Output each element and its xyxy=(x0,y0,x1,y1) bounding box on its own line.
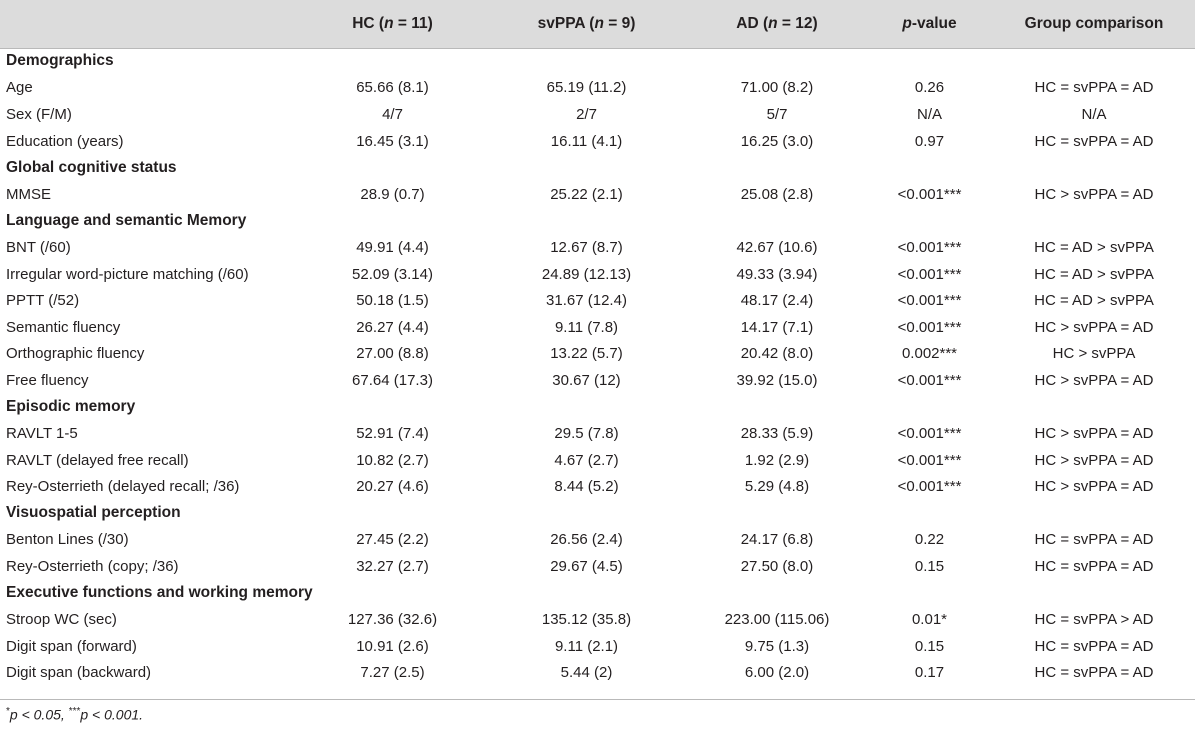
cell-ad: 14.17 (7.1) xyxy=(740,318,814,336)
section-heading: Language and semantic Memory xyxy=(6,211,247,229)
cell-hc: 10.91 (2.6) xyxy=(356,637,429,655)
table-row xyxy=(0,420,1195,447)
table-row xyxy=(0,341,1195,368)
cell-ad: 16.25 (3.0) xyxy=(740,132,814,150)
table-row xyxy=(0,234,1195,261)
table-row xyxy=(0,367,1195,394)
cell-ad: 1.92 (2.9) xyxy=(744,451,810,469)
cell-hc: 27.00 (8.8) xyxy=(356,345,429,363)
table-row xyxy=(0,633,1195,660)
header-svppa: svPPA (n = 9) xyxy=(537,15,636,32)
cell-group-comparison: HC > svPPA xyxy=(1052,345,1136,363)
row-label: Age xyxy=(6,79,33,97)
cell-group-comparison: HC = svPPA = AD xyxy=(1034,637,1154,655)
cell-ad: 27.50 (8.0) xyxy=(740,558,814,576)
cell-group-comparison: HC > svPPA = AD xyxy=(1034,371,1154,389)
cell-ad: 5.29 (4.8) xyxy=(744,478,810,496)
section-heading: Episodic memory xyxy=(6,398,136,416)
section-row xyxy=(0,580,1195,607)
cell-group-comparison: HC = svPPA = AD xyxy=(1034,79,1154,97)
cell-hc: 49.91 (4.4) xyxy=(356,238,429,256)
cell-hc: 52.91 (7.4) xyxy=(356,425,429,443)
cell-group-comparison: HC = AD > svPPA xyxy=(1034,265,1154,283)
cell-p-value: <0.001*** xyxy=(897,292,962,310)
section-heading: Visuospatial perception xyxy=(6,504,181,522)
row-label: Rey-Osterrieth (delayed recall; /36) xyxy=(6,478,240,496)
cell-hc: 20.27 (4.6) xyxy=(356,478,429,496)
cell-group-comparison: HC > svPPA = AD xyxy=(1034,185,1154,203)
section-heading: Executive functions and working memory xyxy=(6,584,313,602)
cell-group-comparison: HC = svPPA = AD xyxy=(1034,558,1154,576)
cell-hc: 65.66 (8.1) xyxy=(356,79,429,97)
cell-p-value: 0.01* xyxy=(911,611,948,629)
cell-group-comparison: HC > svPPA = AD xyxy=(1034,478,1154,496)
cell-p-value: <0.001*** xyxy=(897,478,962,496)
row-label: Irregular word-picture matching (/60) xyxy=(6,265,249,283)
cell-p-value: <0.001*** xyxy=(897,238,962,256)
cell-p-value: <0.001*** xyxy=(897,425,962,443)
cell-group-comparison: HC = svPPA = AD xyxy=(1034,664,1154,682)
cell-group-comparison: HC > svPPA = AD xyxy=(1034,425,1154,443)
section-row xyxy=(0,154,1195,181)
cell-p-value: <0.001*** xyxy=(897,318,962,336)
cell-hc: 67.64 (17.3) xyxy=(352,371,433,389)
cell-group-comparison: HC = svPPA = AD xyxy=(1034,132,1154,150)
cell-hc: 7.27 (2.5) xyxy=(360,664,425,682)
section-heading: Global cognitive status xyxy=(6,158,177,176)
cell-hc: 16.45 (3.1) xyxy=(356,132,429,150)
table-row xyxy=(0,101,1195,128)
footnote xyxy=(6,706,143,723)
section-row xyxy=(0,48,1195,75)
cell-ad: 28.33 (5.9) xyxy=(740,425,814,443)
table-row xyxy=(0,474,1195,501)
row-label: Education (years) xyxy=(6,132,124,150)
cell-p-value: 0.002*** xyxy=(901,345,958,363)
cell-p-value: 0.26 xyxy=(914,79,945,97)
header-hc: HC (n = 11) xyxy=(352,15,433,32)
row-label: Benton Lines (/30) xyxy=(6,531,129,549)
cell-p-value: 0.17 xyxy=(914,664,945,682)
cell-ad: 6.00 (2.0) xyxy=(744,664,810,682)
row-label: Digit span (backward) xyxy=(6,664,152,682)
header-group-comparison: Group comparison xyxy=(1024,15,1164,32)
cell-ad: 42.67 (10.6) xyxy=(736,238,818,256)
cell-svppa: 135.12 (35.8) xyxy=(541,611,632,629)
cell-svppa: 30.67 (12) xyxy=(552,371,621,389)
table-row xyxy=(0,128,1195,155)
cell-hc: 27.45 (2.2) xyxy=(356,531,429,549)
cell-p-value: <0.001*** xyxy=(897,451,962,469)
table-row xyxy=(0,261,1195,288)
cell-ad: 39.92 (15.0) xyxy=(736,371,818,389)
row-label: Sex (F/M) xyxy=(6,105,72,123)
row-label: RAVLT (delayed free recall) xyxy=(6,451,189,469)
table-row xyxy=(0,553,1195,580)
cell-p-value: <0.001*** xyxy=(897,185,962,203)
cell-hc: 127.36 (32.6) xyxy=(347,611,438,629)
row-label: PPTT (/52) xyxy=(6,292,80,310)
cell-svppa: 12.67 (8.7) xyxy=(550,238,623,256)
cell-p-value: <0.001*** xyxy=(897,371,962,389)
header-label-column xyxy=(0,0,300,48)
cell-p-value: 0.15 xyxy=(914,558,945,576)
cell-svppa: 13.22 (5.7) xyxy=(550,345,623,363)
cell-svppa: 4.67 (2.7) xyxy=(554,451,619,469)
cell-hc: 10.82 (2.7) xyxy=(356,451,429,469)
cell-group-comparison: HC > svPPA = AD xyxy=(1034,451,1154,469)
cell-ad: 48.17 (2.4) xyxy=(740,292,814,310)
cell-hc: 4/7 xyxy=(382,105,403,123)
cell-ad: 20.42 (8.0) xyxy=(740,345,814,363)
cell-hc: 32.27 (2.7) xyxy=(356,558,429,576)
section-heading: Demographics xyxy=(6,52,114,70)
cell-svppa: 24.89 (12.13) xyxy=(541,265,632,283)
cell-svppa: 65.19 (11.2) xyxy=(546,79,627,97)
cell-group-comparison: HC = svPPA > AD xyxy=(1034,611,1154,629)
cell-svppa: 9.11 (2.1) xyxy=(554,637,619,655)
cell-svppa: 8.44 (5.2) xyxy=(554,478,619,496)
cell-group-comparison: HC = AD > svPPA xyxy=(1034,292,1154,310)
cell-ad: 25.08 (2.8) xyxy=(740,185,814,203)
cell-svppa: 26.56 (2.4) xyxy=(550,531,623,549)
cell-hc: 26.27 (4.4) xyxy=(356,318,429,336)
header-p-value: p-value xyxy=(902,15,957,32)
cell-p-value: N/A xyxy=(916,105,942,123)
cell-svppa: 31.67 (12.4) xyxy=(546,292,627,310)
cell-p-value: 0.15 xyxy=(914,637,945,655)
table-row xyxy=(0,606,1195,633)
cell-p-value: 0.22 xyxy=(914,531,945,549)
cell-ad: 223.00 (115.06) xyxy=(724,611,830,629)
cell-ad: 9.75 (1.3) xyxy=(744,637,810,655)
cell-group-comparison: HC = AD > svPPA xyxy=(1034,238,1154,256)
cell-svppa: 29.67 (4.5) xyxy=(550,558,623,576)
cell-svppa: 16.11 (4.1) xyxy=(550,132,623,150)
row-label: MMSE xyxy=(6,185,51,203)
row-label: Free fluency xyxy=(6,371,89,389)
table-row xyxy=(0,75,1195,102)
table-row xyxy=(0,660,1195,687)
cell-group-comparison: HC > svPPA = AD xyxy=(1034,318,1154,336)
bottom-rule xyxy=(0,699,1195,700)
cell-group-comparison: N/A xyxy=(1081,105,1107,123)
row-label: Orthographic fluency xyxy=(6,345,145,363)
table-row xyxy=(0,527,1195,554)
cell-hc: 52.09 (3.14) xyxy=(352,265,433,283)
footnote-text-2: p < 0.001. xyxy=(80,706,144,723)
cell-svppa: 5.44 (2) xyxy=(560,664,613,682)
section-row xyxy=(0,500,1195,527)
cell-ad: 71.00 (8.2) xyxy=(740,79,814,97)
cell-svppa: 25.22 (2.1) xyxy=(550,185,623,203)
cell-ad: 49.33 (3.94) xyxy=(736,265,818,283)
row-label: Digit span (forward) xyxy=(6,637,137,655)
table-row xyxy=(0,287,1195,314)
table-row xyxy=(0,447,1195,474)
cell-ad: 24.17 (6.8) xyxy=(740,531,814,549)
table-row xyxy=(0,181,1195,208)
cell-svppa: 9.11 (7.8) xyxy=(554,318,619,336)
footnote-star-single: * xyxy=(6,706,10,717)
table-row xyxy=(0,314,1195,341)
cell-svppa: 29.5 (7.8) xyxy=(554,425,619,443)
cell-group-comparison: HC = svPPA = AD xyxy=(1034,531,1154,549)
section-row xyxy=(0,394,1195,421)
table-body xyxy=(0,48,1195,686)
row-label: RAVLT 1-5 xyxy=(6,425,78,443)
header-ad: AD (n = 12) xyxy=(736,15,818,32)
row-label: Semantic fluency xyxy=(6,318,121,336)
row-label: Rey-Osterrieth (copy; /36) xyxy=(6,558,179,576)
footnote-text-1: p < 0.05, xyxy=(9,706,69,723)
row-label: BNT (/60) xyxy=(6,238,71,256)
cell-ad: 5/7 xyxy=(766,105,788,123)
header-row xyxy=(0,0,1195,48)
cell-hc: 28.9 (0.7) xyxy=(360,185,425,203)
row-label: Stroop WC (sec) xyxy=(6,611,117,629)
footnote-star-triple: *** xyxy=(68,706,81,717)
section-row xyxy=(0,208,1195,235)
cell-svppa: 2/7 xyxy=(576,105,597,123)
cell-hc: 50.18 (1.5) xyxy=(356,292,429,310)
cell-p-value: <0.001*** xyxy=(897,265,962,283)
cell-p-value: 0.97 xyxy=(914,132,945,150)
